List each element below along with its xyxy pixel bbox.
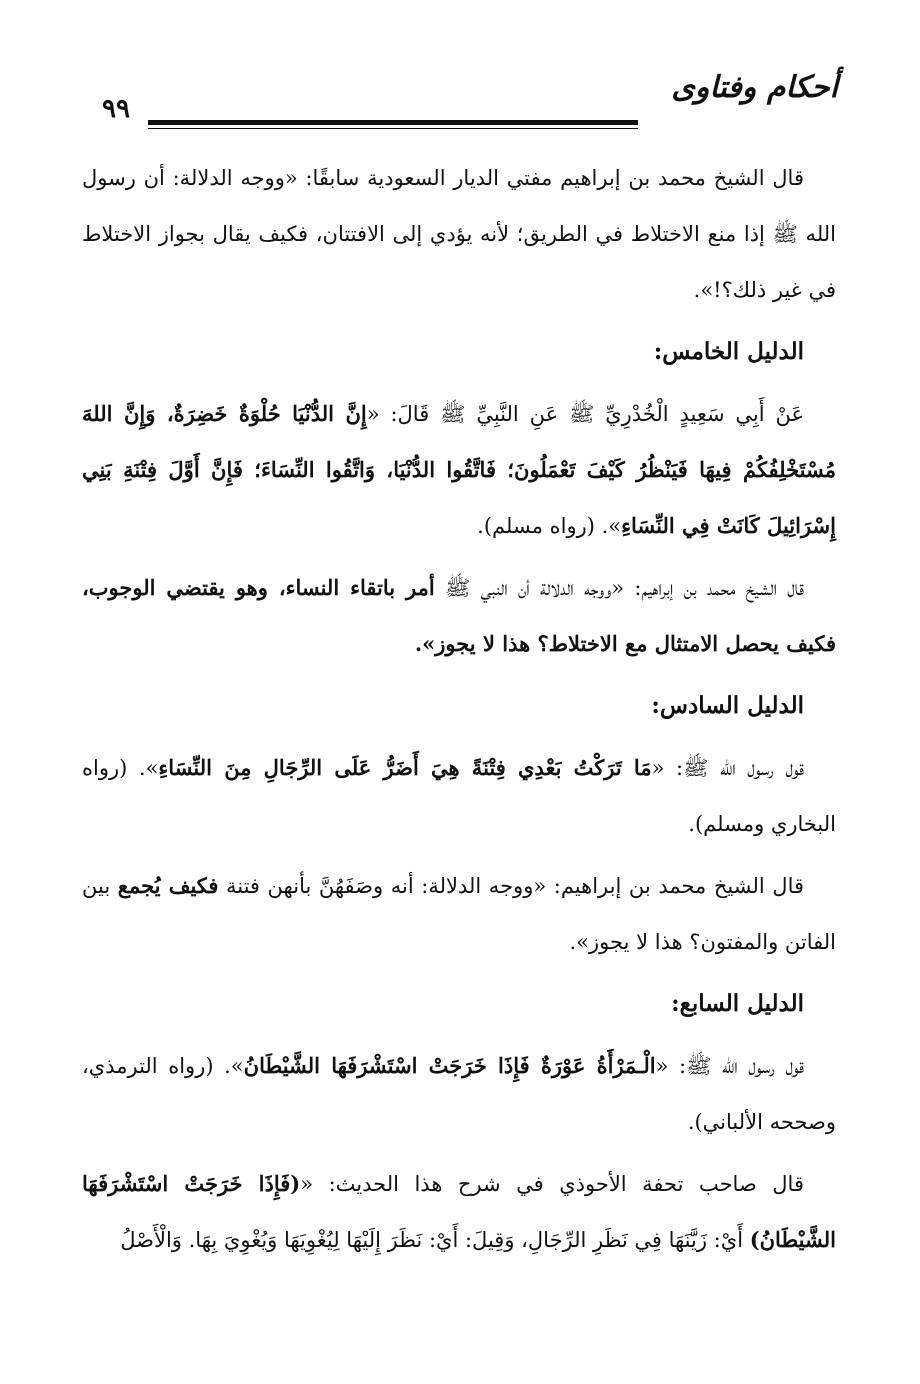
paragraph-6 [82, 1038, 836, 1150]
paragraph-4-intro: قول رسول الله ﷺ: « [651, 756, 804, 780]
paragraph-4-source: ». (رواه البخاري ومسلم). [82, 756, 836, 836]
paragraph-7 [82, 1156, 836, 1268]
paragraph-6-intro: قول رسول الله ﷺ: « [655, 1054, 804, 1078]
running-title: أحكام وفتاوى [671, 70, 838, 105]
heading-seventh-evidence: الدليل السابع: [671, 990, 804, 1017]
heading-sixth-evidence: الدليل السادس: [651, 692, 804, 719]
paragraph-2 [82, 386, 836, 554]
paragraph-5-end: بين الفاتن والمفتون؟ هذا لا يجوز». [82, 874, 836, 954]
page-header [88, 68, 838, 132]
paragraph-5-intro: قال الشيخ محمد بن إبراهيم: «ووجه الدلالة: أنه وصَفَهُنَّ بأنهن فتنة [218, 874, 805, 898]
header-rule-thin [148, 128, 638, 129]
paragraph-3-emphasis: أمر باتقاء النساء، وهو يقتضي الوجوب، فكيف يحصل الامتثال مع الاختلاط؟ هذا لا يجوز». [82, 575, 836, 656]
paragraph-7-explanation: أَيْ: زَيَّنَهَا فِي نَظَرِ الرِّجَالِ، وَقِيلَ: أَيْ: نَظَرَ إِلَيْهَا لِيُغْوِيَهَا وَيُغْوِيَ بِهَا. وَالْأَصْلُ [120, 1228, 750, 1252]
paragraph-7-intro: قال صاحب تحفة الأحوذي في شرح هذا الحديث: « [300, 1172, 804, 1196]
heading-fifth-evidence: الدليل الخامس: [653, 338, 804, 365]
header-rule [148, 120, 638, 125]
hadith-text-2: مَا تَرَكْتُ بَعْدِي فِتْنَةً هِيَ أَضَرُّ عَلَى الرِّجَالِ مِنَ النِّسَاءِ [158, 755, 652, 780]
quoted-hadith-phrase: (فَإِذَا خَرَجَتْ اسْتَشْرَفَهَا الشَّيْطَانُ) [82, 1171, 836, 1252]
paragraph-1: قال الشيخ محمد بن إبراهيم مفتي الديار السعودية سابقًا: «ووجه الدلالة: أن رسول الله ﷺ إذا منع الاختلاط في الطريق؛ لأنه يؤدي إلى الافتتان، فكيف يقال بجواز الاختلاط في غير ذلك؟!». [82, 166, 836, 302]
paragraph-5 [82, 858, 836, 970]
hadith-text-3: الْـمَرْأَةُ عَوْرَةٌ فَإِذَا خَرَجَتْ اسْتَشْرَفَهَا الشَّيْطَانُ [243, 1053, 656, 1078]
paragraph-5-emphasis: فكيف يُجمع [117, 873, 219, 898]
paragraph-3-intro: قال الشيخ محمد بن إبراهيم: «ووجه الدلالة أن النبي ﷺ [434, 576, 804, 600]
paragraph-6-source: ». (رواه الترمذي، وصححه الألباني). [82, 1054, 836, 1134]
paragraph-2-source: ». (رواه مسلم). [477, 514, 622, 538]
page-body [82, 150, 836, 1274]
paragraph-4 [82, 740, 836, 852]
hadith-text-1: إِنَّ الدُّنْيَا حُلْوَةٌ خَضِرَةٌ، وَإِنَّ اللهَ مُسْتَخْلِفُكُمْ فِيهَا فَيَنْظُرُ كَيْفَ تَعْمَلُونَ؛ فَاتَّقُوا الدُّنْيَا، وَاتَّقُوا النِّسَاءَ؛ فَإِنَّ أَوَّلَ فِتْنَةِ بَنِي إِسْرَائِيلَ كَانَتْ فِي النِّسَاءِ [82, 401, 836, 538]
paragraph-2-intro: عَنْ أَبِي سَعِيدٍ الْخُدْرِيِّ ﷺ عَنِ النَّبِيِّ ﷺ قَالَ: « [366, 402, 804, 426]
page-number: ٩٩ [102, 94, 130, 124]
paragraph-3 [82, 560, 836, 672]
